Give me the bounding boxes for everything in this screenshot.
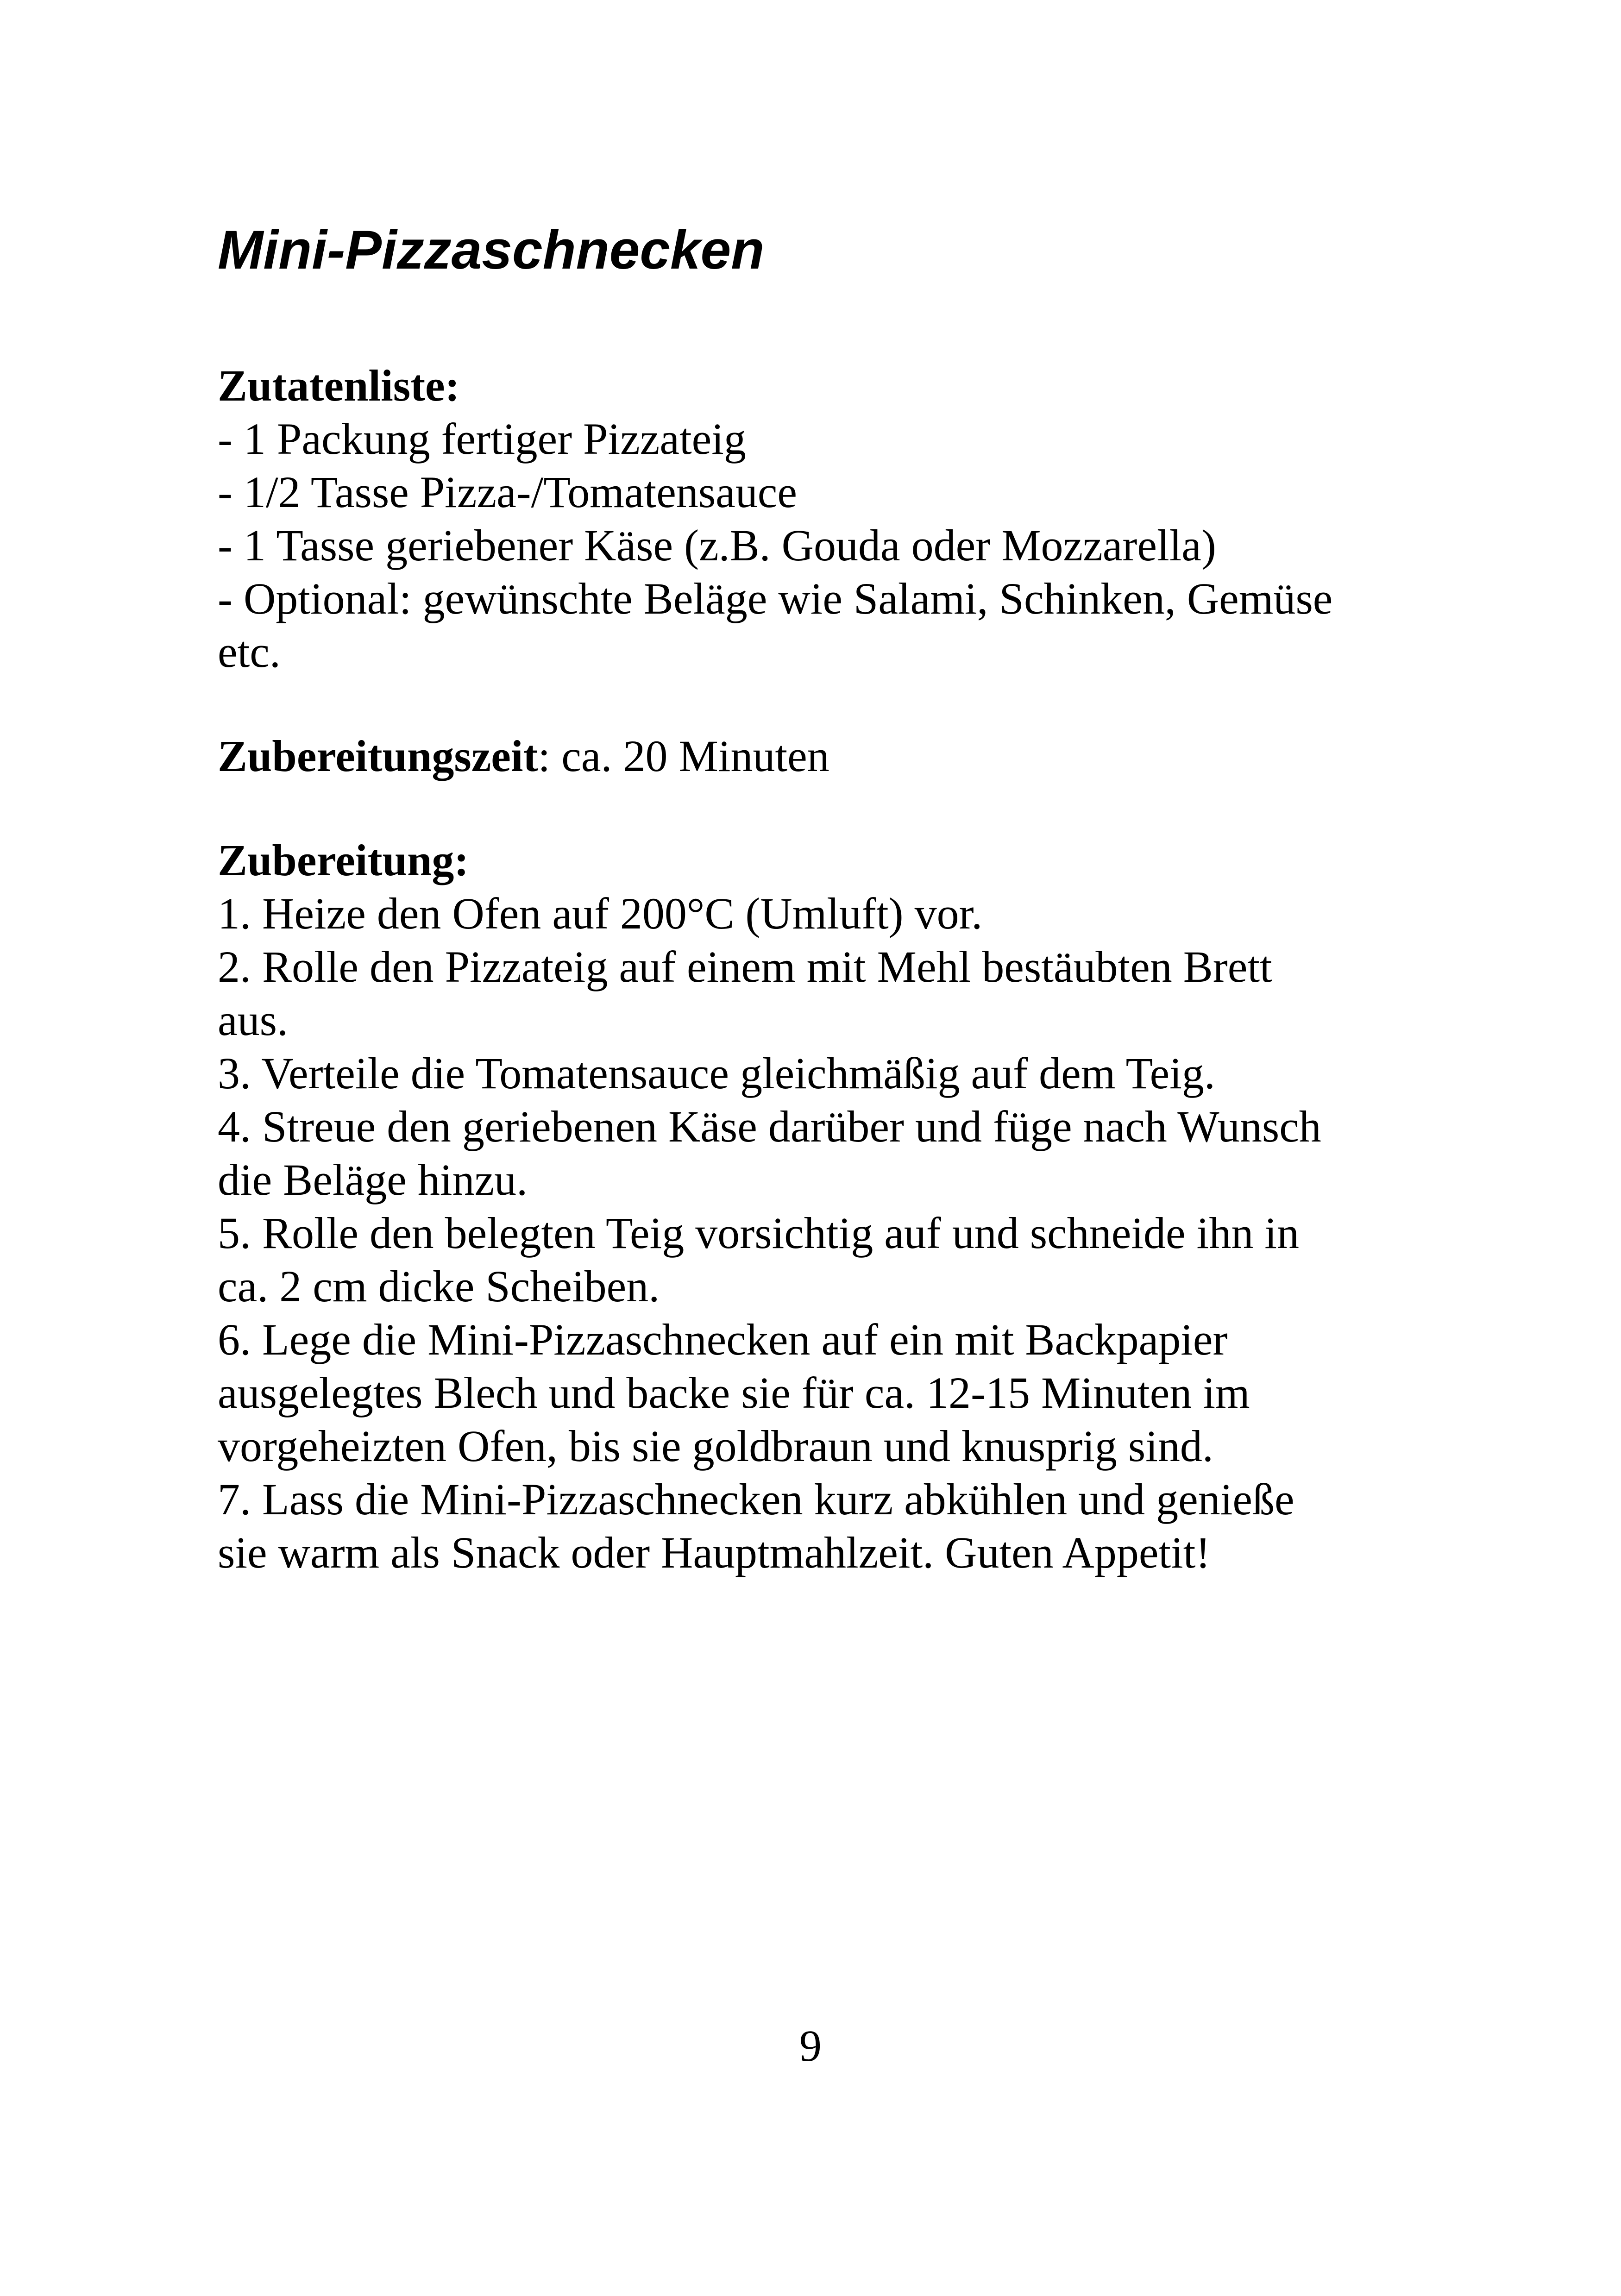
step-line: 5. Rolle den belegten Teig vorsichtig auf und schneide ihn in: [218, 1208, 1299, 1258]
page-number: 9: [799, 2021, 822, 2070]
step-line: 4. Streue den geriebenen Käse darüber und füge nach Wunsch: [218, 1102, 1321, 1151]
step-line: 2. Rolle den Pizzateig auf einem mit Mehl bestäubten Brett: [218, 942, 1272, 991]
preparation-section: [218, 834, 1422, 1579]
step-line: 3. Verteile die Tomatensauce gleichmäßig auf dem Teig.: [218, 1048, 1215, 1098]
ingredient-line: - Optional: gewünschte Beläge wie Salami, Schinken, Gemüse: [218, 574, 1333, 623]
ingredient-line: - 1/2 Tasse Pizza-/Tomatensauce: [218, 467, 797, 517]
ingredients-heading: Zutatenliste:: [218, 361, 460, 410]
step-line: ausgelegtes Blech und backe sie für ca. 12-15 Minuten im: [218, 1368, 1250, 1418]
preparation-time-value: : ca. 20 Minuten: [538, 731, 829, 781]
preparation-time-label: Zubereitungszeit: [218, 731, 538, 781]
preparation-heading: Zubereitung:: [218, 835, 469, 885]
step-line: aus.: [218, 995, 288, 1045]
step-line: sie warm als Snack oder Hauptmahlzeit. Guten Appetit!: [218, 1528, 1211, 1577]
preparation-time: [218, 729, 1422, 783]
step-line: 6. Lege die Mini-Pizzaschnecken auf ein mit Backpapier: [218, 1315, 1228, 1364]
ingredients-section: [218, 359, 1422, 678]
ingredient-line: - 1 Tasse geriebener Käse (z.B. Gouda oder Mozzarella): [218, 521, 1216, 570]
step-line: ca. 2 cm dicke Scheiben.: [218, 1261, 660, 1311]
recipe-title: Mini-Pizzaschnecken: [218, 220, 765, 281]
step-line: 7. Lass die Mini-Pizzaschnecken kurz abkühlen und genieße: [218, 1474, 1294, 1524]
ingredient-line: etc.: [218, 627, 281, 677]
step-line: 1. Heize den Ofen auf 200°C (Umluft) vor.: [218, 889, 983, 938]
ingredient-line: - 1 Packung fertiger Pizzateig: [218, 414, 746, 464]
step-line: vorgeheizten Ofen, bis sie goldbraun und knusprig sind.: [218, 1421, 1213, 1471]
step-line: die Beläge hinzu.: [218, 1155, 528, 1204]
